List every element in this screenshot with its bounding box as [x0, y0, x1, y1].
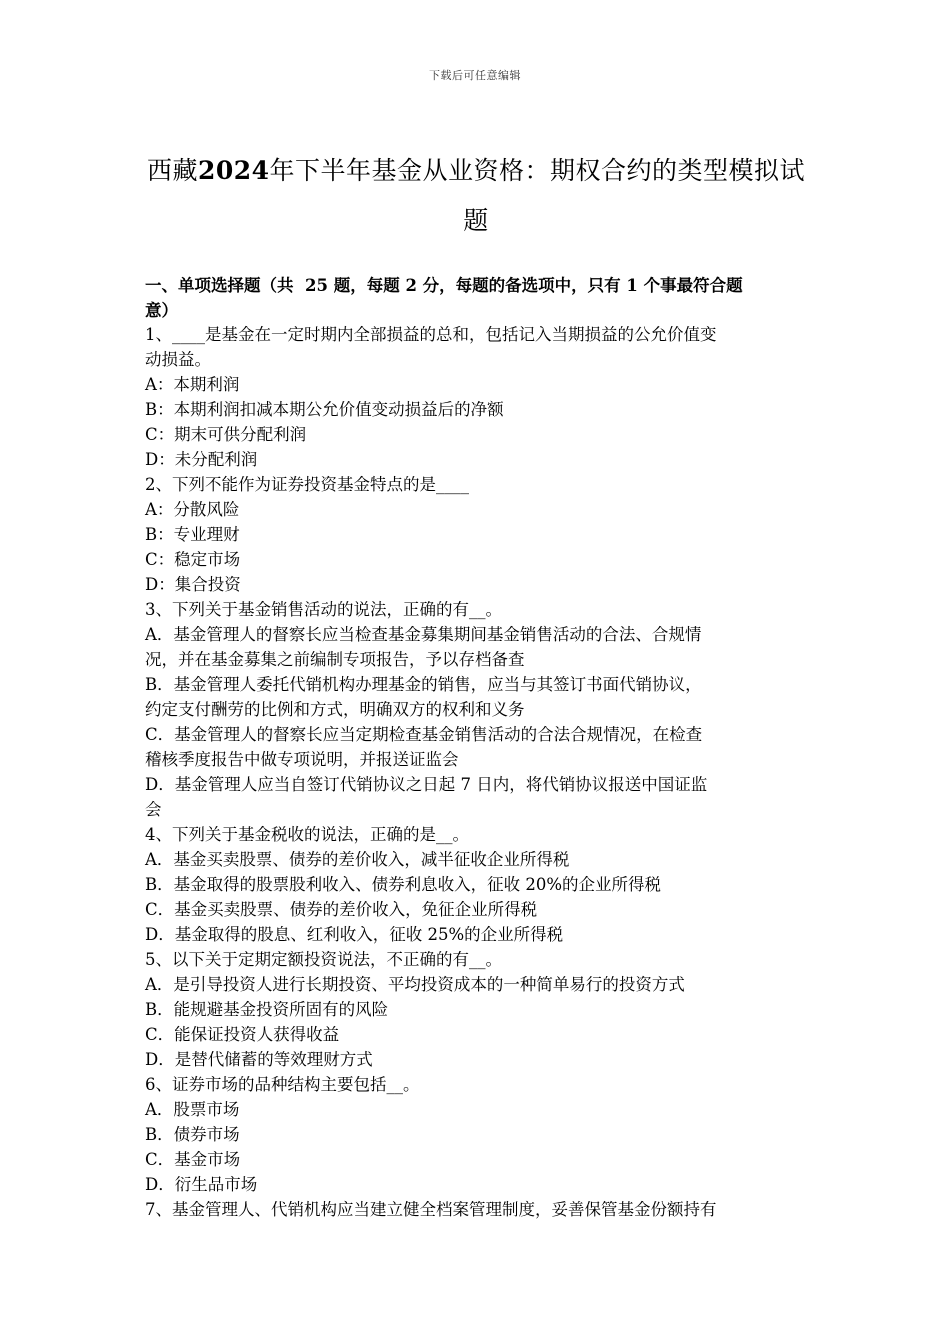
text-line: C．基金市场 [145, 1150, 241, 1169]
text-line: D．是替代储蓄的等效理财方式 [145, 1050, 373, 1069]
text-line: 动损益。 [145, 350, 211, 369]
text-line: C．基金管理人的督察长应当定期检查基金销售活动的合法合规情况，在检查 [145, 725, 703, 744]
text-line: 况，并在基金募集之前编制专项报告，予以存档备查 [145, 650, 525, 669]
page-header: 下载后可任意编辑 [429, 69, 521, 82]
text-line: A．股票市场 [145, 1100, 240, 1119]
text-line: 稽核季度报告中做专项说明，并报送证监会 [145, 750, 459, 769]
text-line: A．是引导投资人进行长期投资、平均投资成本的一种简单易行的投资方式 [145, 975, 685, 994]
text-line: B．债券市场 [145, 1125, 240, 1144]
text-line: B：专业理财 [145, 525, 240, 544]
document-title [145, 146, 807, 246]
text-line: A：本期利润 [145, 375, 240, 394]
title-year: 2024 [197, 156, 270, 185]
text-line: 5、以下关于定期定额投资说法，不正确的有__。 [145, 950, 502, 969]
text-line: 7、基金管理人、代销机构应当建立健全档案管理制度，妥善保管基金份额持有 [145, 1200, 717, 1219]
text-line: 会 [145, 800, 162, 819]
text-line: 3、下列关于基金销售活动的说法，正确的有__。 [145, 600, 502, 619]
title-line-1 [145, 146, 807, 196]
text-line: A．基金管理人的督察长应当检查基金募集期间基金销售活动的合法、合规情 [145, 625, 702, 644]
question-list [145, 322, 807, 1222]
text-line: A：分散风险 [145, 500, 240, 519]
section-heading [145, 273, 807, 323]
text-line: D．衍生品市场 [145, 1175, 258, 1194]
title-line1-rest: 年下半年基金从业资格：期权合约的类型模拟试 [269, 156, 806, 185]
text-line: D．基金取得的股息、红利收入，征收 25%的企业所得税 [145, 925, 564, 944]
text-line: A．基金买卖股票、债券的差价收入，减半征收企业所得税 [145, 850, 570, 869]
text-line: C．基金买卖股票、债券的差价收入，免征企业所得税 [145, 900, 538, 919]
text-line: 4、下列关于基金税收的说法，正确的是__。 [145, 825, 469, 844]
text-line: 6、证券市场的品种结构主要包括__。 [145, 1075, 420, 1094]
text-line: B：本期利润扣减本期公允价值变动损益后的净额 [145, 400, 504, 419]
title-prefix: 西藏 [146, 156, 198, 185]
text-line: 约定支付酬劳的比例和方式，明确双方的权利和义务 [145, 700, 525, 719]
text-line: 2、下列不能作为证券投资基金特点的是____ [145, 475, 469, 494]
text-line: D．基金管理人应当自签订代销协议之日起 7 日内，将代销协议报送中国证监 [145, 775, 708, 794]
text-line: C：期末可供分配利润 [145, 425, 307, 444]
text-line: C．能保证投资人获得收益 [145, 1025, 340, 1044]
text-line: B．能规避基金投资所固有的风险 [145, 1000, 389, 1019]
text-line: 1、____是基金在一定时期内全部损益的总和，包括记入当期损益的公允价值变 [145, 325, 717, 344]
section-heading-line-1: 一、单项选择题（共 25 题，每题 2 分，每题的备选项中，只有 1 个事最符合题 [145, 276, 743, 295]
text-line: D：未分配利润 [145, 450, 258, 469]
text-line: B．基金管理人委托代销机构办理基金的销售，应当与其签订书面代销协议， [145, 675, 702, 694]
title-line-2: 题 [463, 206, 489, 235]
section-heading-line-2: 意） [145, 301, 178, 320]
text-line: C：稳定市场 [145, 550, 241, 569]
text-line: B．基金取得的股票股利收入、债券利息收入，征收 20%的企业所得税 [145, 875, 662, 894]
text-line: D：集合投资 [145, 575, 241, 594]
